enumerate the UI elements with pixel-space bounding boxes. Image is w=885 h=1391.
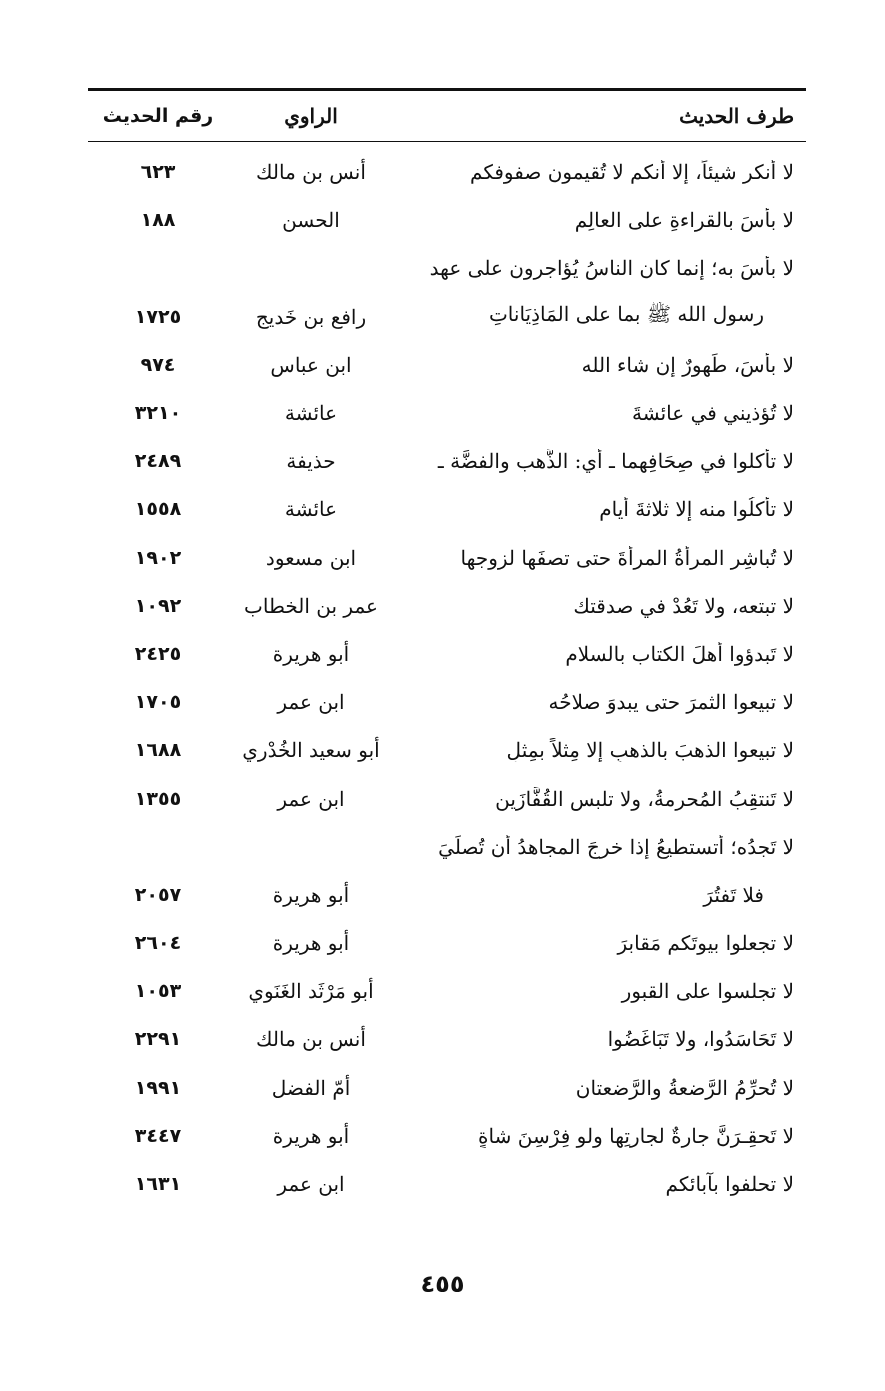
narrator: ابن عمر xyxy=(277,1172,345,1197)
narrator: أمّ الفضل xyxy=(271,1075,351,1100)
table-row xyxy=(88,1160,806,1208)
hadith-text: لا تجعلوا بيوتَكم مَقابرَ xyxy=(617,931,794,956)
hadith-text: لا تبتعه، ولا تَعُدْ في صدقتك xyxy=(573,593,794,618)
hadith-number: ١٨٨ xyxy=(140,209,176,232)
narrator: أنس بن مالك xyxy=(256,160,366,185)
hadith-number: ١٣٥٥ xyxy=(134,787,182,810)
table-row xyxy=(88,293,806,341)
table-row xyxy=(88,534,806,582)
table-row xyxy=(88,1015,806,1063)
narrator: ابن عمر xyxy=(277,786,345,811)
table-row xyxy=(88,630,806,678)
hadith-text: لا تَبدؤوا أهلَ الكتاب بالسلام xyxy=(565,641,794,666)
hadith-text: لا تجلسوا على القبور xyxy=(621,979,794,1004)
table-row xyxy=(88,485,806,533)
narrator: عائشة xyxy=(284,497,338,522)
hadith-list xyxy=(88,148,806,1208)
index-page xyxy=(88,88,806,1208)
narrator: أبو مَرْثَد الغَنَوي xyxy=(248,979,374,1004)
table-row xyxy=(88,437,806,485)
hadith-text: لا تحلفوا بآبائكم xyxy=(665,1172,794,1197)
narrator: أبو هريرة xyxy=(272,882,350,907)
hadith-number: ٦٢٣ xyxy=(140,161,176,184)
table-row xyxy=(88,1064,806,1112)
hadith-number: ٢٦٠٤ xyxy=(134,932,182,955)
hadith-text: لا تبيعوا الذهبَ بالذهبِ إلا مِثلاً بمِثلٍ xyxy=(506,738,794,763)
table-row xyxy=(88,871,806,919)
hadith-number: ٢٢٩١ xyxy=(134,1028,182,1051)
table-row xyxy=(88,148,806,196)
table-row xyxy=(88,967,806,1015)
header-hadith-number: رقم الحديث xyxy=(102,105,214,127)
narrator: أبو هريرة xyxy=(272,641,350,666)
hadith-text: لا تُباشِر المرأةُ المرأةَ حتى تصفَها لزوجها xyxy=(460,545,794,570)
table-row xyxy=(88,582,806,630)
narrator: حذيفة xyxy=(286,449,336,474)
table-row xyxy=(88,1112,806,1160)
hadith-text: لا تَنتقِبُ المُحرِمةُ، ولا تلبس القُفَّازَين xyxy=(495,786,794,811)
hadith-text: لا بأسَ، طَهورٌ إن شاء الله xyxy=(581,352,794,377)
hadith-text: لا تَحَاسَدُوا، ولا تَبَاغَضُوا xyxy=(607,1027,794,1052)
table-row xyxy=(88,678,806,726)
header-rule xyxy=(88,141,806,142)
header-narrator: الراوي xyxy=(284,104,338,128)
table-row xyxy=(88,389,806,437)
table-row xyxy=(88,196,806,244)
hadith-text: لا تأكلُوا منه إلا ثلاثةَ أيام xyxy=(599,497,794,522)
hadith-text: لا بأسَ بالقراءةِ على العالِم xyxy=(574,208,794,233)
hadith-number: ١٥٥٨ xyxy=(134,498,182,521)
narrator: عائشة xyxy=(284,401,338,426)
narrator: رافع بن خَديج xyxy=(255,304,367,329)
narrator: عمر بن الخطاب xyxy=(244,593,378,618)
hadith-number: ٢٤٢٥ xyxy=(134,642,182,665)
hadith-text: لا تأكلوا في صِحَافِهما ـ أي: الذَّهب والفضَّة ـ xyxy=(437,449,794,474)
table-row xyxy=(88,774,806,822)
narrator: الحسن xyxy=(282,208,340,233)
hadith-number: ١٧٢٥ xyxy=(134,305,182,328)
hadith-text: لا تبيعوا الثمرَ حتى يبدوَ صلاحُه xyxy=(548,690,794,715)
table-row xyxy=(88,919,806,967)
hadith-text: لا تَحقِـرَنَّ جارةٌ لجارتِها ولو فِرْسِنَ شاةٍ xyxy=(478,1123,794,1148)
hadith-number: ٣٤٤٧ xyxy=(134,1124,182,1147)
page-number: ٤٥٥ xyxy=(420,1270,465,1298)
hadith-number: ١٩٠٢ xyxy=(134,546,182,569)
hadith-number: ١٦٨٨ xyxy=(134,739,182,762)
table-row xyxy=(88,244,806,292)
narrator: ابن عباس xyxy=(270,352,352,377)
hadith-number: ٩٧٤ xyxy=(140,353,176,376)
hadith-text: لا أنكر شيئاً، إلا أنكم لا تُقيمون صفوفكم xyxy=(470,160,794,185)
hadith-text: لا تُؤذيني في عائشةَ xyxy=(632,401,794,426)
hadith-number: ٣٢١٠ xyxy=(134,402,182,425)
narrator: أنس بن مالك xyxy=(256,1027,366,1052)
hadith-text: لا بأسَ به؛ إنما كان الناسُ يُؤاجرون على عهد xyxy=(429,256,794,281)
narrator: أبو سعيد الخُدْري xyxy=(242,738,380,763)
hadith-number: ١٦٣١ xyxy=(134,1173,182,1196)
table-header xyxy=(88,91,806,141)
narrator: ابن عمر xyxy=(277,690,345,715)
header-hadith-text: طرف الحديث xyxy=(679,104,794,128)
narrator: أبو هريرة xyxy=(272,1123,350,1148)
hadith-text: فلا تَفتُرَ xyxy=(703,882,764,907)
hadith-number: ١٩٩١ xyxy=(134,1076,182,1099)
narrator: ابن مسعود xyxy=(265,545,357,570)
hadith-number: ١٠٥٣ xyxy=(134,980,182,1003)
hadith-text: رسول الله ﷺ بما على المَاذِيَاناتِ xyxy=(488,302,764,327)
table-row xyxy=(88,726,806,774)
table-row xyxy=(88,823,806,871)
hadith-text: لا تُحرِّمُ الرَّضعةُ والرَّضعتان xyxy=(575,1075,794,1100)
hadith-number: ١٠٩٢ xyxy=(134,594,182,617)
hadith-number: ٢٠٥٧ xyxy=(134,883,182,906)
narrator: أبو هريرة xyxy=(272,931,350,956)
table-row xyxy=(88,341,806,389)
hadith-number: ٢٤٨٩ xyxy=(134,450,182,473)
hadith-text: لا تَجدُه؛ أتستطيعُ إذا خرجَ المجاهدُ أن تُصلِّيَ xyxy=(438,834,794,859)
hadith-number: ١٧٠٥ xyxy=(134,691,182,714)
